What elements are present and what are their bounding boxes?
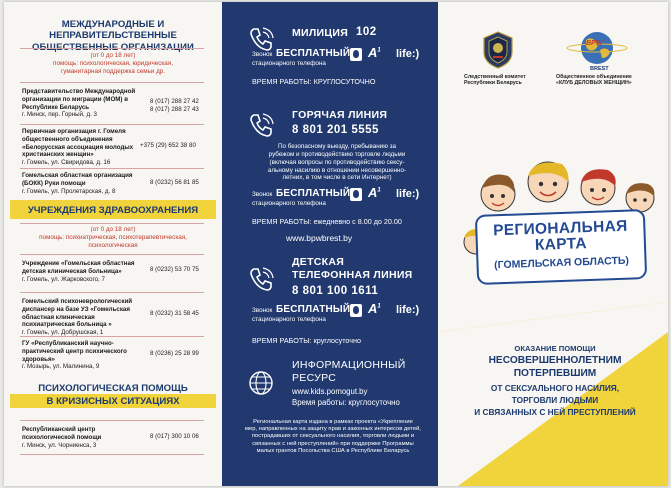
call-label: Звонок [252,51,273,58]
org-entry-ywca [22,128,200,168]
divider [20,454,204,455]
section-ngo-note [12,52,214,77]
logo1-line2: Республики Беларусь [464,80,522,87]
org-address: г. Гомель, ул. Пролетарская, д. 8 [22,187,116,195]
a1-logo-icon [368,45,381,60]
operators-row [252,45,437,68]
a1-logo-icon [368,185,381,200]
org-name [22,88,144,119]
main-title-line1: РЕГИОНАЛЬНАЯ [492,217,628,240]
children-line-work-hours: ВРЕМЯ РАБОТЫ: круглосуточно [252,336,361,345]
divider [20,336,204,337]
help-line5: ТОРГОВЛИ ЛЮДЬМИ [511,395,599,405]
org-address: г. Мозырь, ул. Малинина, 9 [22,363,100,371]
brochure-sheet [4,2,668,486]
section-crisis-title-line2: В КРИЗИСНЫХ СИТУАЦИЯХ [46,396,180,407]
org-name [22,128,144,167]
info-resource-work-hours: Время работы: круглосуточно [292,398,400,407]
a1-sup: 1 [377,47,381,54]
org-entry-child-hospital [22,260,200,290]
life-logo: life:) [396,304,420,316]
org-phone: 8 (017) 288 27 42 [150,98,199,105]
footer-line: Региональная карта издана в рамках проекта «Укрепление [253,419,413,425]
hotline-website-link[interactable]: www.bpwbrest.by [286,233,353,243]
info-title-line1: ИНФОРМАЦИОННЫЙ [292,359,406,371]
children-title-line1: ДЕТСКАЯ [292,256,345,268]
org-name [22,172,144,195]
footer-line: малых грантов Посольства США в Республике Беларусь [256,447,410,454]
life-logo: life:) [396,188,420,200]
help-line4: ОТ СЕКСУАЛЬНОГО НАСИЛИЯ, [490,383,620,393]
org-entry-mental-health-center [22,340,200,372]
a1-sup: 1 [377,187,381,194]
org-name-text: Гомельская областная организация (БОКК) Руки помощи [22,172,133,187]
middle-panel [222,2,438,486]
logo2-line2: «КЛУБ ДЕЛОВЫХ ЖЕНЩИН» [556,80,632,87]
project-footer [236,419,430,455]
title-box [475,209,647,285]
org-name [22,260,144,283]
note-line: (от 0 до 18 лет) [90,226,136,233]
divider [20,124,204,125]
desc-line: По безопасному выезду, пребыванию за [277,143,397,150]
org-address: г. Гомель, ул. Добрушская, 1 [22,329,104,336]
org-name [22,340,132,371]
footer-line: пострадавших от сексуального насилия, торговли людьми и [251,433,415,440]
desc-line: летних, в том числе в сети Интернет) [282,174,392,182]
bpw-city: BREST [590,66,609,72]
org-name-text: Республиканский центр психологической помощи [22,426,102,441]
org-phone: 8 (017) 288 27 43 [150,106,199,113]
org-entry-mom [22,88,200,124]
free-label: БЕСПЛАТНЫЙ [276,304,351,315]
mts-logo-icon [350,48,362,61]
a1-logo-icon [368,301,381,316]
logo-investigative-committee-text [464,74,526,87]
help-line3: ПОТЕРПЕВШИМ [513,368,597,379]
note-line: (от 0 до 18 лет) [90,52,136,59]
call-label: Звонок [252,191,273,198]
org-address: г. Гомель, ул. Свиридова, д. 16 [22,159,111,166]
main-title [477,218,644,256]
globe-icon [248,370,274,396]
org-name-text: ГУ «Республиканский научно-практический центр психического здоровья» [22,340,127,363]
org-entry-bokk [22,172,200,195]
note-line: психологическая [88,242,138,250]
org-address: г. Гомель, ул. Жарковского, 7 [22,275,105,283]
hotline-number: 8 801 201 5555 [292,124,379,136]
phone-icon [248,112,274,138]
a1-sup: 1 [377,303,381,310]
police-title: МИЛИЦИЯ [292,27,349,39]
org-name-text: Гомельский психоневрологический диспансер на базе УЗ «Гомельская областная клиническая психиатрическая больница » [22,298,133,329]
divider [20,292,204,293]
logo1-line1: Следственный комитет [464,74,526,80]
note-line: помощь: психиатрическая, психотерапевтическая, [39,234,187,242]
info-resource-title [292,359,406,385]
org-phone: 8 (017) 300 10 06 [150,433,199,440]
note-line: помощь: психологическая, юридическая, [53,60,173,68]
org-name-text: Первичная организация г. Гомеля общественного объединения «Белорусская ассоциация молодых христианских женщин» [22,128,134,159]
logo-bpw-text [556,74,632,87]
note-line: гуманитарная поддержка семьи др. [60,68,166,76]
life-logo: life:) [396,48,420,60]
bpw-brest-logo-icon [566,30,628,66]
org-name-text: Учреждение «Гомельская областная детская клиническая больница» [22,260,135,275]
org-address: г. Минск, ул. Чорниенса, 3 [22,441,97,449]
org-name-text: Представительство Международной организации по миграции (МОМ) в Республике Беларусь [22,88,136,111]
divider [20,168,204,169]
org-phone: 8 (0232) 53 70 75 [150,266,199,273]
help-line1: ОКАЗАНИЕ ПОМОЩИ [514,344,596,353]
org-name [22,426,132,449]
children-line-title [292,256,413,282]
a1-text: A [368,301,378,316]
mts-logo-icon [350,188,362,201]
org-address: г. Минск, пер. Горный, д. 3 [22,111,97,119]
main-title-region: (ГОМЕЛЬСКАЯ ОБЛАСТЬ) [493,254,630,271]
logo2-line1: Общественное объединение [556,74,632,80]
a1-text: A [368,45,378,60]
divider [20,48,204,49]
help-line6: И СВЯЗАННЫХ С НЕЙ ПРЕСТУПЛЕНИЙ [474,407,636,417]
divider [20,420,204,421]
help-line2: НЕСОВЕРШЕННОЛЕТНИМ [488,355,622,366]
main-title-line2: КАРТА [534,235,588,255]
landline-label: стационарного телефона [252,200,326,207]
footer-line: связанных с ней преступлений» при поддержке Программы [252,440,414,447]
org-entry-psychoneuro [22,298,200,336]
section-ngo-title-line1: МЕЖДУНАРОДНЫЕ И НЕПРАВИТЕЛЬСТВЕННЫЕ [49,19,177,42]
info-title-line2: РЕСУРС [292,372,337,385]
operators-row [252,301,437,324]
divider [20,254,204,255]
landline-label: стационарного телефона [252,60,326,67]
footer-line: мер, направленных на защиту прав и законных интересов детей, [244,426,422,433]
mts-logo-icon [350,304,362,317]
org-phone: 8 (0232) 31 58 45 [150,310,199,317]
police-number: 102 [356,26,377,38]
section-health-note [12,226,214,251]
hotline-title: ГОРЯЧАЯ ЛИНИЯ [292,109,388,121]
hotline-description [244,143,430,182]
phone-icon [248,266,274,292]
left-panel [4,2,222,486]
free-label: БЕСПЛАТНЫЙ [276,48,351,59]
free-label: БЕСПЛАТНЫЙ [276,188,351,199]
investigative-committee-emblem-icon [480,30,516,70]
org-phone: 8 (0236) 25 28 99 [150,350,199,357]
hotline-work-hours: ВРЕМЯ РАБОТЫ: ежедневно с 8.00 до 20.00 [252,217,402,226]
divider [20,223,204,224]
police-work-hours: ВРЕМЯ РАБОТЫ: КРУГЛОСУТОЧНО [252,77,376,86]
operators-row [252,185,437,208]
org-phone: +375 (29) 652 38 80 [140,142,196,149]
divider [20,82,204,83]
bpw-badge: BPW [586,40,603,47]
desc-line: (включая вопросы по противодействию сексу- [269,158,405,166]
a1-text: A [368,185,378,200]
children-title-line2: ТЕЛЕФОННАЯ ЛИНИЯ [292,269,413,282]
desc-line: рубежом и противодействию торговле людьми [268,150,406,158]
info-resource-link[interactable]: www.kids.pomogut.by [292,387,368,396]
desc-line: альному насилию в отношении несовершенно- [267,166,407,174]
right-panel [438,2,668,486]
section-health-title: УЧРЕЖДЕНИЯ ЗДРАВООХРАНЕНИЯ [27,205,199,216]
org-phone: 8 (0232) 56 81 85 [150,179,199,186]
section-crisis-title-line1: ПСИХОЛОГИЧЕСКАЯ ПОМОЩЬ [38,383,188,394]
org-entry-crisis-center [22,426,200,452]
call-label: Звонок [252,307,273,314]
children-line-number: 8 801 100 1611 [292,285,379,297]
landline-label: стационарного телефона [252,316,326,323]
section-crisis-title [12,383,214,394]
